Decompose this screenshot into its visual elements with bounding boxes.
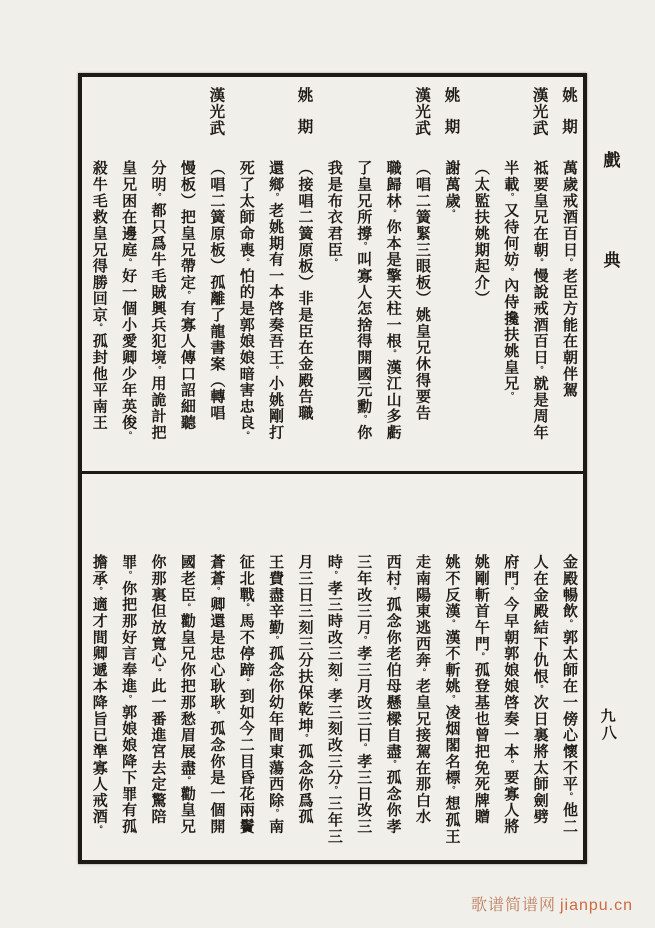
speaker-label: 姚期 (295, 87, 313, 150)
text-column (436, 474, 465, 860)
text-column (289, 474, 318, 860)
column-text: 王費盡辛勤。孤念你幼年間東蕩西除。南 (267, 554, 284, 835)
column-text: 國老臣。勸皇兄你把那愁眉展盡。勸皇兄 (178, 554, 195, 835)
text-column (142, 474, 171, 860)
column-text: 蒼蒼。卿還是忠心耿耿。孤念你是一個開 (208, 554, 225, 835)
column-text: 職歸林。你本是擎天柱一根。漢江山多虧 (384, 160, 401, 441)
column-text: 時。孝三時改三刻。孝三刻改三分。三年三 (325, 554, 342, 845)
column-text: 萬歲戒酒百日。老臣方能在朝伴駕 (561, 160, 577, 399)
column-text: 半載。又待何妨。內侍攙扶姚皇兄。 (502, 160, 519, 402)
column-text: 祗要皇兄在朝。慢說戒酒百日。就是周年 (531, 160, 548, 441)
column-text: 走南陽東逃西奔。老皇兄接駕在那白水 (414, 554, 431, 825)
watermark-site-name: 歌谱简谱网 (470, 897, 556, 914)
column-text: 謝萬歲。 (443, 160, 460, 219)
text-column (348, 77, 377, 471)
book-title-char-1: 戲 (603, 151, 621, 170)
column-text: 府門。今早朝郭娘娘啓奏一本。要寡人將 (502, 554, 519, 835)
watermark (471, 892, 633, 915)
text-frame (78, 73, 587, 864)
column-text: 分明。都只爲牛毛賊興兵犯境。用詭計把 (149, 160, 166, 441)
text-column (260, 77, 289, 471)
text-column (377, 474, 406, 860)
speaker-label: 姚期 (560, 87, 578, 150)
text-column (83, 77, 112, 471)
column-text: 姚剛斬首午門。孤登基也曾把免死牌贈 (472, 554, 489, 825)
text-column (524, 77, 553, 471)
text-column (318, 77, 347, 471)
text-column (465, 474, 494, 860)
text-column (554, 474, 583, 860)
column-text: 還鄉。老姚期有一本啓奏吾王。小姚剛打 (267, 160, 284, 441)
speaker-label: 姚期 (442, 87, 460, 150)
speaker-label: 漢光武 (413, 87, 431, 137)
text-column (260, 474, 289, 860)
text-column (142, 77, 171, 471)
text-column (407, 474, 436, 860)
text-column (230, 474, 259, 860)
text-column (201, 474, 230, 860)
speaker-label: 漢光武 (530, 87, 548, 137)
page-number: 九八 (597, 707, 617, 743)
column-text: 金殿暢飲。郭太師在一傍心懷不平。他二 (561, 554, 577, 835)
text-column (377, 77, 406, 471)
text-column (289, 77, 318, 471)
column-text: 死了太師命喪。怕的是郭娘娘暗害忠良。 (237, 160, 254, 441)
text-column (465, 77, 494, 471)
column-text: （接唱二簧原板）非是臣在金殿告職 (296, 160, 313, 421)
text-column (318, 474, 347, 860)
text-column (172, 474, 201, 860)
text-column (495, 77, 524, 471)
text-column (230, 77, 259, 471)
top-text-block (82, 77, 583, 471)
text-column (495, 474, 524, 860)
column-text: 皇兄困在邊庭。好一個小愛卿少年英俊。 (120, 160, 137, 441)
column-text: 慢板）把皇兄帶定。有寡人傳口詔細聽 (178, 160, 195, 431)
column-text: 三年改三月。孝三月改三日。孝三日改三 (355, 554, 372, 835)
text-column (348, 474, 377, 860)
text-column (201, 77, 230, 471)
column-text: 你那裏但放寬心。此一番進宮去定驚陪 (149, 554, 166, 825)
column-text: 姚不反漢。漢不斬姚。凌烟閣名標。想孤王 (443, 554, 460, 845)
column-text: 我是布衣君臣。 (325, 160, 342, 268)
text-column (113, 474, 142, 860)
column-text: 罪。你把那好言奉進。郭娘娘降下罪有孤 (120, 554, 137, 835)
column-text: 征北戰。馬不停蹄。到如今二目昏花兩鬢 (237, 554, 254, 835)
text-column (554, 77, 583, 471)
column-text: 殺牛毛救皇兄得勝回京。孤封他平南王 (90, 160, 107, 431)
text-column (407, 77, 436, 471)
text-column (436, 77, 465, 471)
book-title-char-2: 典 (603, 251, 621, 270)
text-column (172, 77, 201, 471)
watermark-site-url: jianpu.cn (559, 897, 633, 914)
text-column (113, 77, 142, 471)
column-text: （唱二簧緊三眼板）姚皇兄休得要告 (414, 160, 431, 421)
column-text: 擔承。適才間卿遞本降旨已準寡人戒酒。 (90, 554, 107, 835)
column-text: 西村。孤念你老伯母懸樑自盡。孤念你孝 (384, 554, 401, 835)
column-text: （唱二簧原板）孤離了龍書案（轉唱 (208, 160, 225, 421)
column-text: 了皇兄所撐。叫寡人怎捨得開國元勳。你 (355, 160, 372, 441)
text-column (524, 474, 553, 860)
bottom-text-block (82, 474, 583, 860)
column-text: （太監扶姚期起介） (472, 160, 489, 307)
text-column (83, 474, 112, 860)
speaker-label: 漢光武 (207, 87, 225, 137)
column-text: 人在金殿結下仇恨。次日裏將太師劍劈 (531, 554, 548, 825)
column-text: 月三日三刻三分扶保乾坤。孤念你爲孤 (296, 554, 313, 825)
